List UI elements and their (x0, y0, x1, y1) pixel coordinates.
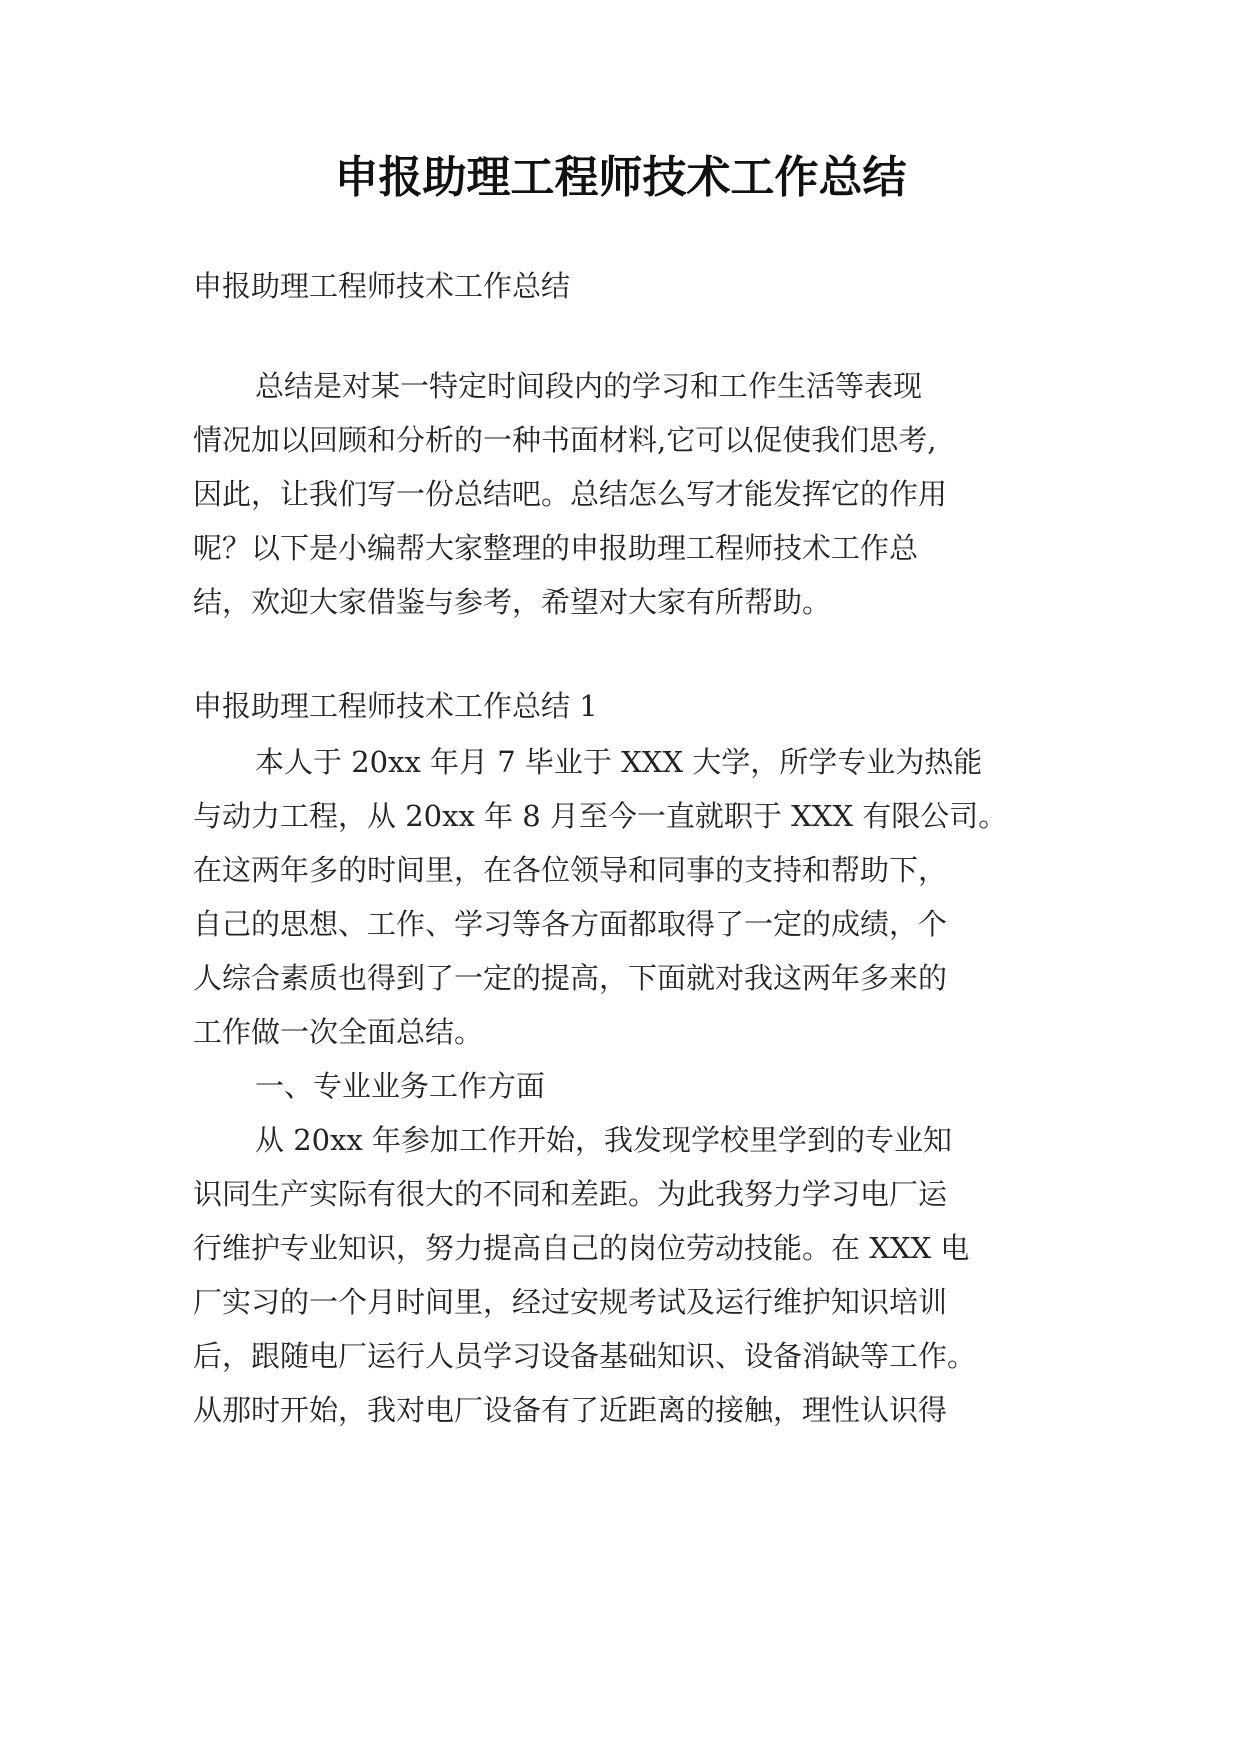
section-heading: 申报助理工程师技术工作总结 1 (193, 689, 598, 723)
document-title: 申报助理工程师技术工作总结 (334, 152, 907, 203)
intro-line: 因此，让我们写一份总结吧。总结怎么写才能发挥它的作用 (193, 477, 948, 511)
intro-line: 结，欢迎大家借鉴与参考，希望对大家有所帮助。 (193, 585, 832, 619)
paragraph-line: 与动力工程，从 20xx 年 8 月至今一直就职于 XXX 有限公司。 (193, 799, 1008, 833)
intro-line: 总结是对某一特定时间段内的学习和工作生活等表现 (255, 369, 923, 403)
paragraph-line: 识同生产实际有很大的不同和差距。为此我努力学习电厂运 (193, 1177, 948, 1211)
subsection-heading: 一、专业业务工作方面 (255, 1069, 546, 1103)
paragraph-line: 从那时开始，我对电厂设备有了近距离的接触，理性认识得 (193, 1393, 948, 1427)
intro-line: 呢？以下是小编帮大家整理的申报助理工程师技术工作总 (193, 531, 919, 565)
paragraph-line: 从 20xx 年参加工作开始，我发现学校里学到的专业知 (255, 1123, 953, 1157)
paragraph-line: 行维护专业知识，努力提高自己的岗位劳动技能。在 XXX 电 (193, 1231, 970, 1265)
paragraph-line: 自己的思想、工作、学习等各方面都取得了一定的成绩，个 (193, 907, 948, 941)
document-subtitle: 申报助理工程师技术工作总结 (193, 269, 571, 303)
paragraph-line: 工作做一次全面总结。 (193, 1015, 484, 1049)
intro-line: 情况加以回顾和分析的一种书面材料,它可以促使我们思考, (193, 423, 937, 457)
paragraph-line: 本人于 20xx 年月 7 毕业于 XXX 大学，所学专业为热能 (255, 745, 983, 779)
paragraph-line: 在这两年多的时间里，在各位领导和同事的支持和帮助下， (193, 853, 948, 887)
paragraph-line: 后，跟随电厂运行人员学习设备基础知识、设备消缺等工作。 (193, 1339, 977, 1373)
paragraph-line: 厂实习的一个月时间里，经过安规考试及运行维护知识培训 (193, 1285, 948, 1319)
paragraph-line: 人综合素质也得到了一定的提高，下面就对我这两年多来的 (193, 961, 948, 995)
